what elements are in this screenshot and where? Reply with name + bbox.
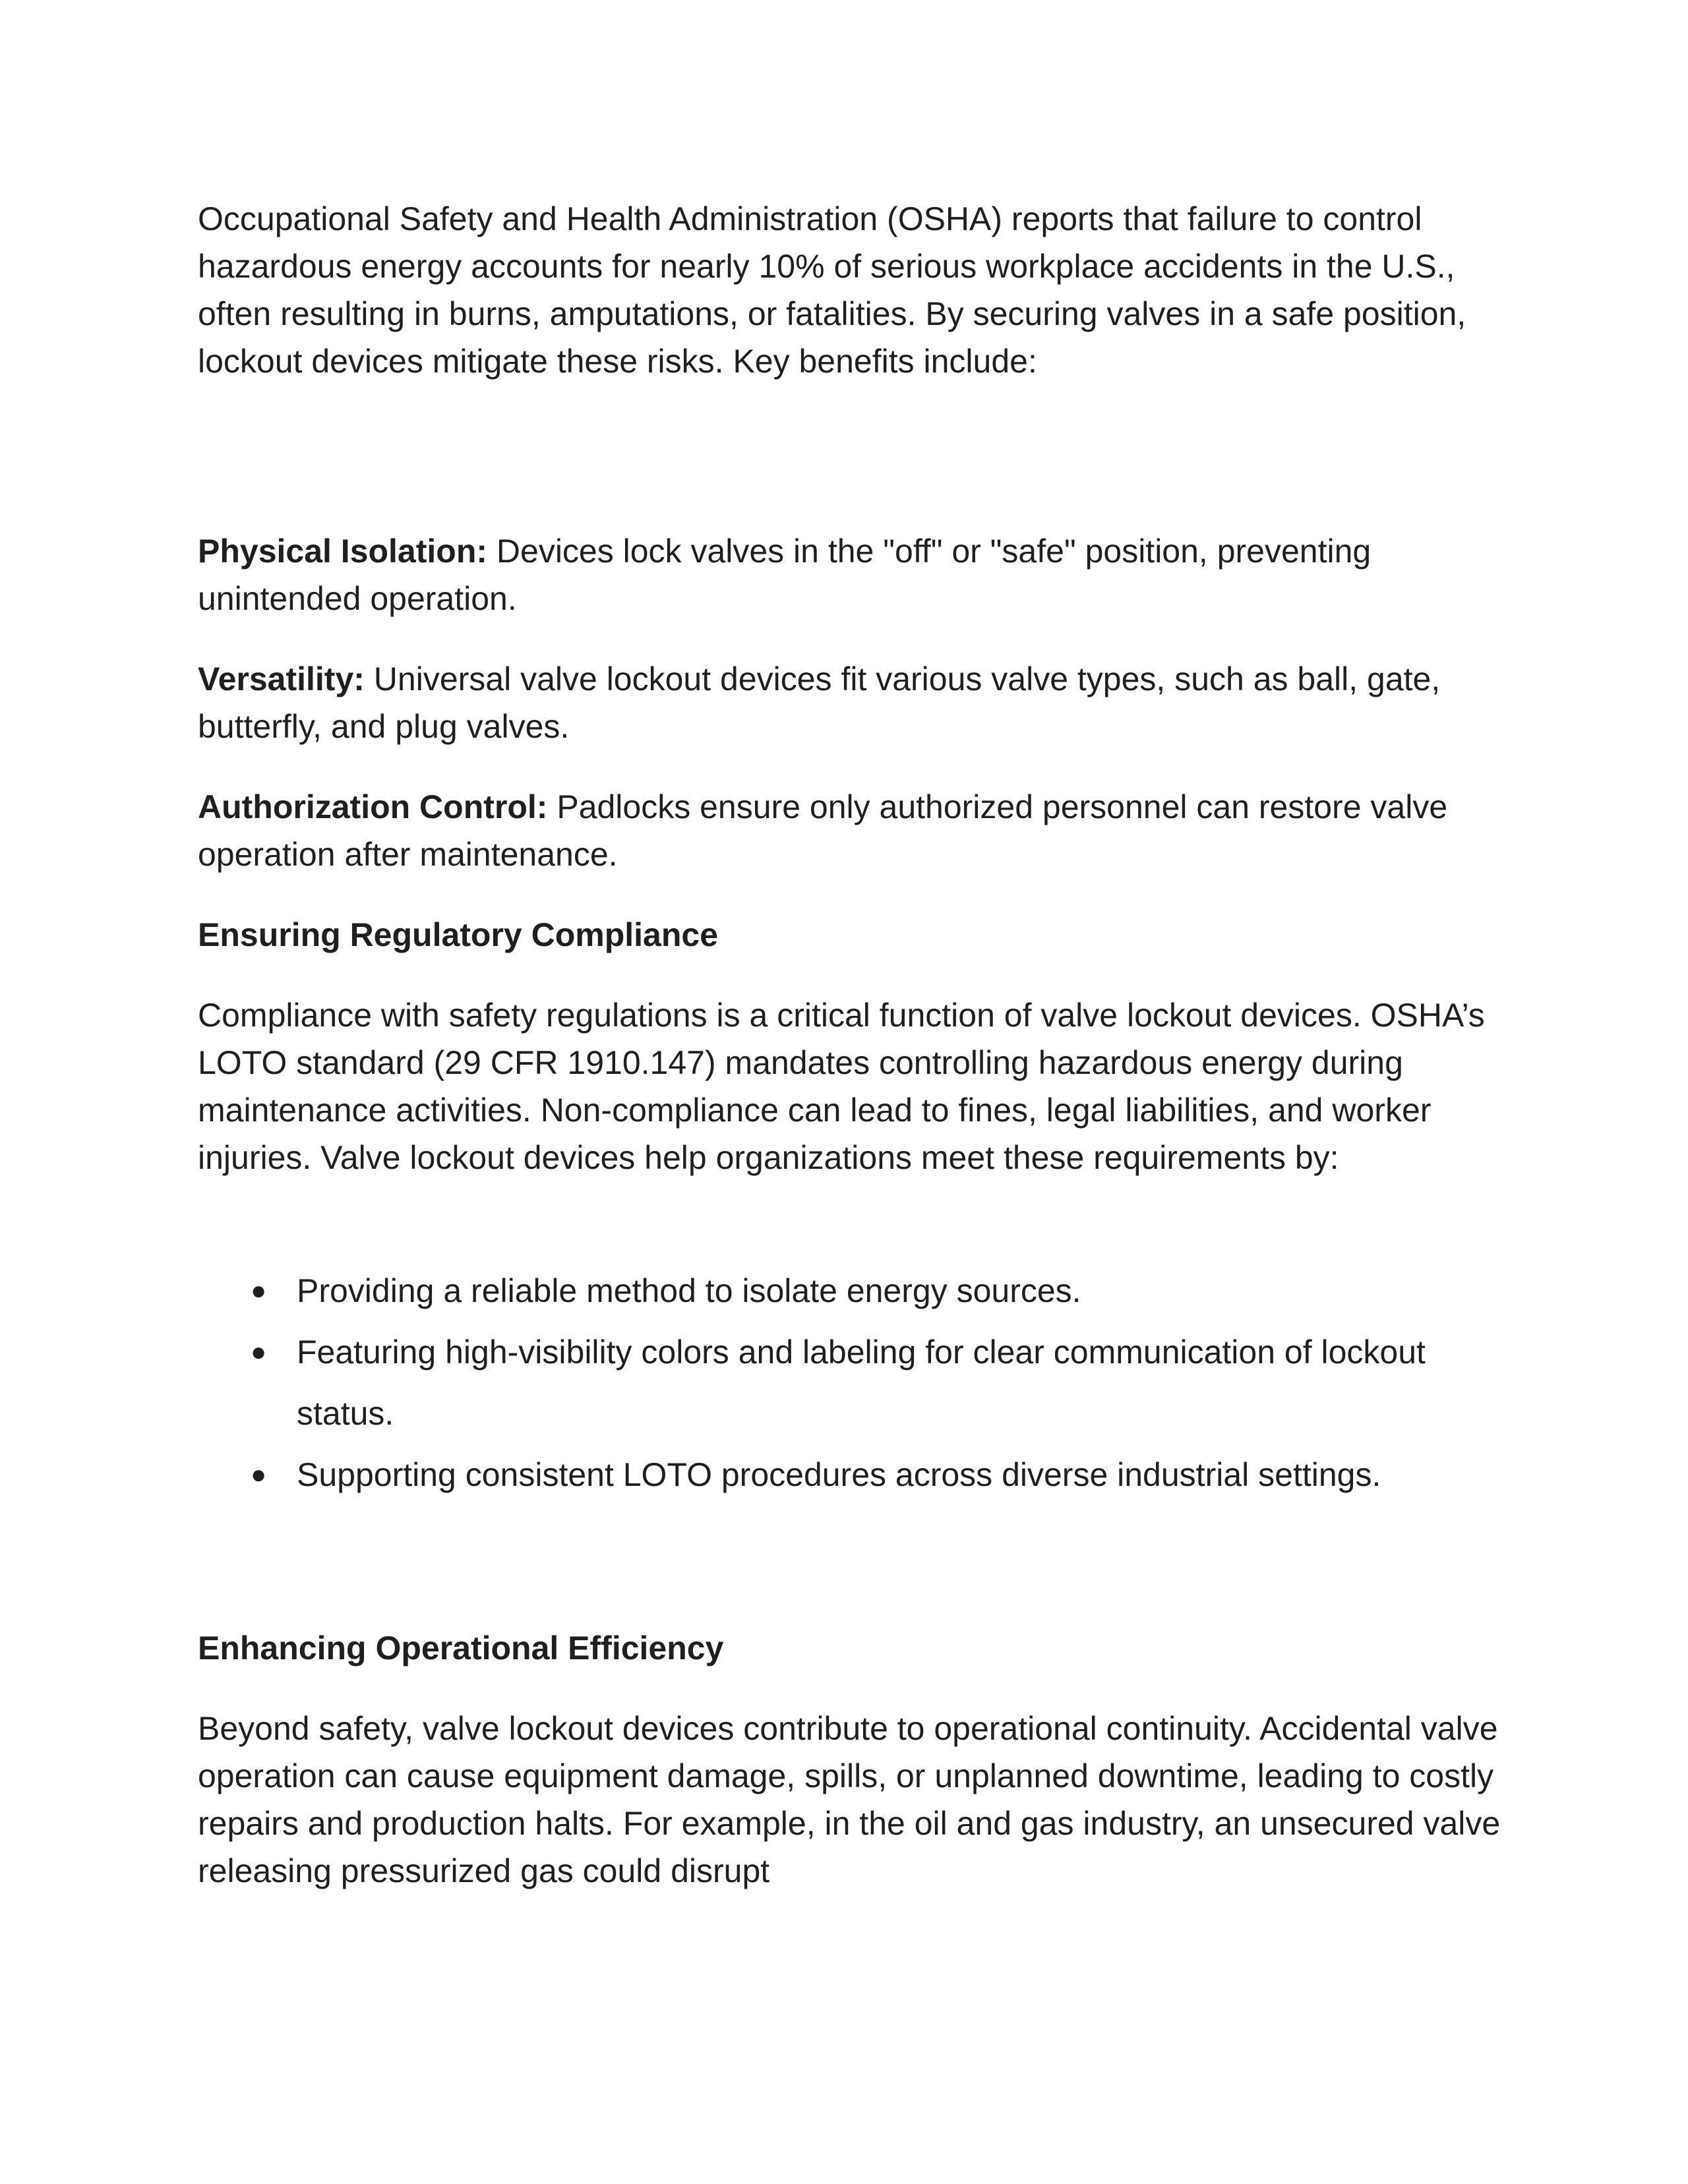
- benefit-term: Physical Isolation:: [198, 533, 488, 570]
- list-item-text: Providing a reliable method to isolate energy sources.: [297, 1272, 1081, 1309]
- section-heading-efficiency: Enhancing Operational Efficiency: [198, 1630, 724, 1667]
- bullet-icon: ●: [251, 1276, 267, 1305]
- benefit-authorization-control: [198, 783, 1503, 878]
- benefit-text: Universal valve lockout devices fit various valve types, such as ball, gate, butterfly, and plug valves.: [198, 661, 1441, 745]
- section-heading-compliance: Ensuring Regulatory Compliance: [198, 916, 719, 953]
- document-page: [198, 195, 1503, 1895]
- benefit-term: Authorization Control:: [198, 788, 548, 825]
- efficiency-paragraph: Beyond safety, valve lockout devices contribute to operational continuity. Accidental valve operation can cause equipment damage, spills, or unplanned downtime, leading to costly repairs and production halts. For example, in the oil and gas industry, an unsecured valve releasing pressurized gas could disrupt: [198, 1710, 1501, 1889]
- bullet-icon: ●: [251, 1460, 267, 1489]
- list-item: [198, 1322, 1503, 1444]
- benefit-text: Padlocks ensure only authorized personnel can restore valve operation after maintenance.: [198, 788, 1448, 873]
- compliance-paragraph: Compliance with safety regulations is a critical function of valve lockout devices. OSHA’s LOTO standard (29 CFR 1910.147) mandates controlling hazardous energy during maintenance activities. Non-compliance can lead to fines, legal liabilities, and worker injuries. Valve lockout devices help organizations meet these requirements by:: [198, 997, 1485, 1176]
- bullet-icon: ●: [251, 1338, 267, 1367]
- list-item: [198, 1260, 1503, 1322]
- benefit-versatility: [198, 655, 1503, 750]
- benefit-physical-isolation: [198, 527, 1503, 622]
- list-item: [198, 1444, 1503, 1506]
- requirements-list: [198, 1260, 1503, 1506]
- intro-paragraph: Occupational Safety and Health Administration (OSHA) reports that failure to control hazardous energy accounts for nearly 10% of serious workplace accidents in the U.S., often resulting in burns, amputations, or fatalities. By securing valves in a safe position, lockout devices mitigate these risks. Key benefits include:: [198, 200, 1466, 380]
- list-item-text: Featuring high-visibility colors and labeling for clear communication of lockout status.: [297, 1334, 1426, 1432]
- benefit-term: Versatility:: [198, 661, 365, 697]
- benefit-text: Devices lock valves in the "off" or "safe" position, preventing unintended operation.: [198, 533, 1372, 617]
- list-item-text: Supporting consistent LOTO procedures across diverse industrial settings.: [297, 1456, 1381, 1493]
